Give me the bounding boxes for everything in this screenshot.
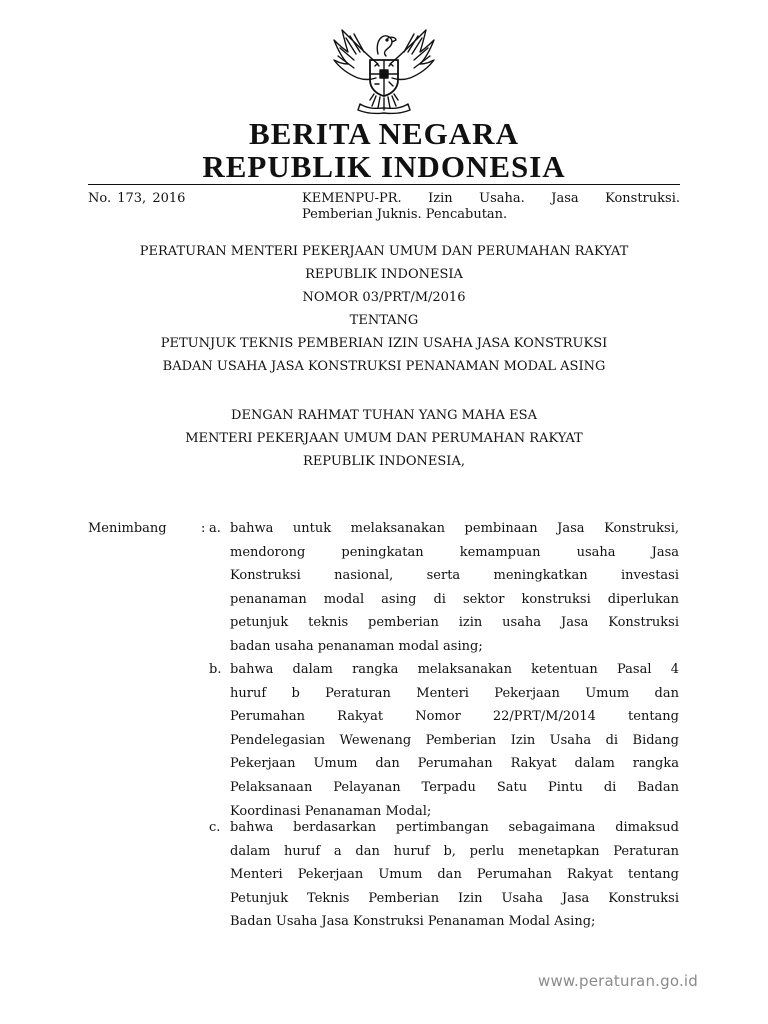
title-line: TENTANG	[349, 313, 419, 328]
title-line: BADAN USAHA JASA KONSTRUKSI PENANAMAN MODAL ASING	[162, 359, 606, 374]
regulation-title-block	[0, 240, 768, 378]
masthead-divider	[88, 184, 680, 185]
masthead-title-line2: REPUBLIK INDONESIA	[202, 149, 566, 184]
item-letter-a: a.	[209, 521, 221, 536]
item-line: Petunjuk Teknis Pemberian Izin Usaha Jasa Konstruksi	[230, 890, 679, 906]
opening-line: MENTERI PEKERJAAN UMUM DAN PERUMAHAN RAKYAT	[185, 431, 583, 446]
item-letter-b: b.	[209, 662, 222, 677]
item-line: huruf b Peraturan Menteri Pekerjaan Umum dan	[230, 685, 679, 701]
item-line: bahwa untuk melaksanakan pembinaan Jasa Konstruksi,	[230, 521, 679, 536]
gazette-number: No. 173, 2016	[88, 191, 186, 206]
item-letter-c: c.	[209, 820, 221, 835]
item-line: Pekerjaan Umum dan Perumahan Rakyat dalam rangka	[230, 756, 679, 772]
item-line: Pelaksanaan Pelayanan Terpadu Satu Pintu di Badan	[230, 779, 679, 795]
item-line: bahwa berdasarkan pertimbangan sebagaimana dimaksud	[230, 820, 679, 835]
consideration-item-a	[230, 517, 679, 659]
item-line: petunjuk teknis pemberian izin usaha Jasa Konstruksi	[230, 615, 679, 631]
gazette-subject	[302, 191, 680, 223]
item-line: mendorong peningkatan kemampuan usaha Jasa	[230, 544, 679, 560]
item-line: Koordinasi Penanaman Modal;	[230, 803, 432, 819]
consideration-item-c	[230, 816, 679, 934]
gazette-subject-line2: Pemberian Juknis. Pencabutan.	[302, 207, 508, 222]
considerations-colon: :	[201, 521, 206, 536]
title-line: PETUNJUK TEKNIS PEMBERIAN IZIN USAHA JASA KONSTRUKSI	[160, 336, 608, 351]
garuda-emblem-icon	[326, 24, 442, 116]
masthead-title-line1: BERITA NEGARA	[249, 116, 519, 151]
item-line: Pendelegasian Wewenang Pemberian Izin Usaha di Bidang	[230, 732, 679, 748]
item-line: badan usaha penanaman modal asing;	[230, 638, 483, 654]
item-line: Badan Usaha Jasa Konstruksi Penanaman Modal Asing;	[230, 914, 596, 930]
gazette-subject-line1: KEMENPU-PR. Izin Usaha. Jasa Konstruksi.	[302, 191, 680, 206]
consideration-item-b	[230, 658, 679, 823]
item-line: bahwa dalam rangka melaksanakan ketentuan Pasal 4	[230, 662, 679, 677]
item-line: Menteri Pekerjaan Umum dan Perumahan Rakyat tentang	[230, 867, 679, 883]
item-line: dalam huruf a dan huruf b, perlu menetapkan Peraturan	[230, 843, 679, 859]
item-line: Konstruksi nasional, serta meningkatkan investasi	[230, 568, 679, 584]
item-line: Perumahan Rakyat Nomor 22/PRT/M/2014 tentang	[230, 709, 679, 725]
title-line: NOMOR 03/PRT/M/2016	[302, 290, 466, 305]
opening-line: DENGAN RAHMAT TUHAN YANG MAHA ESA	[231, 408, 537, 423]
considerations-label: Menimbang	[88, 521, 167, 536]
opening-line: REPUBLIK INDONESIA,	[303, 454, 465, 469]
title-line: REPUBLIK INDONESIA	[305, 267, 463, 282]
footer-website-url: www.peraturan.go.id	[538, 972, 699, 990]
opening-formula-block	[0, 404, 768, 473]
item-line: penanaman modal asing di sektor konstruksi diperlukan	[230, 591, 679, 607]
title-line: PERATURAN MENTERI PEKERJAAN UMUM DAN PERUMAHAN RAKYAT	[139, 244, 629, 259]
